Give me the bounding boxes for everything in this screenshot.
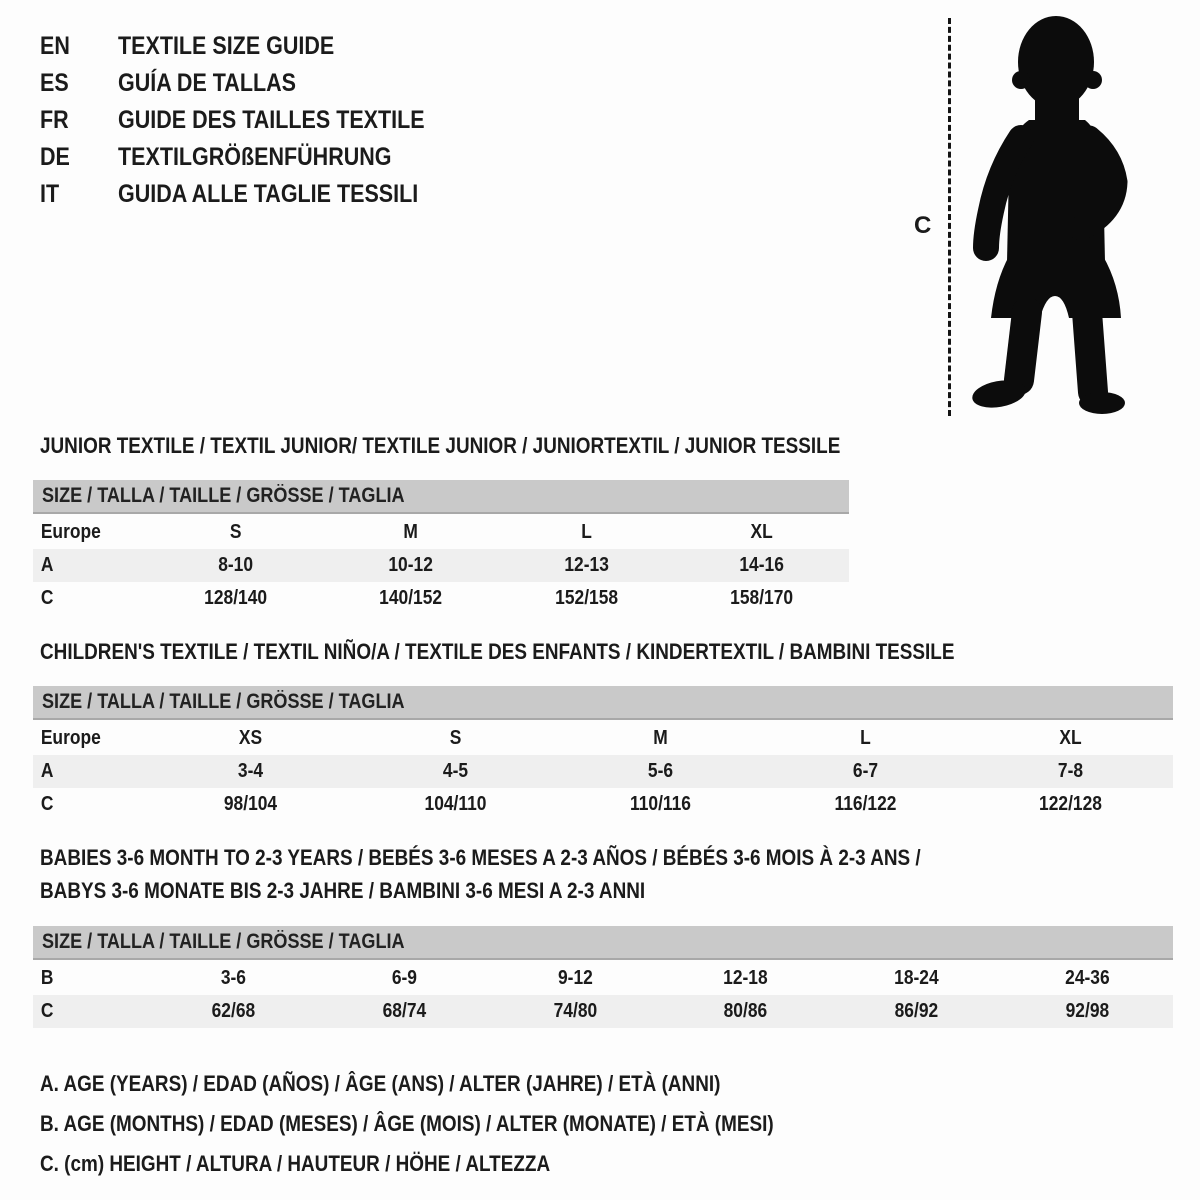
language-code: IT [40, 180, 60, 208]
age-cell: 3-6 [220, 967, 246, 989]
age-cell: 3-4 [237, 760, 264, 782]
language-row-it [40, 176, 475, 213]
size-cell: L [580, 521, 592, 543]
legend-height-cm-text: C. (cm) HEIGHT / ALTURA / HAUTEUR / HÖHE / ALTEZZA [40, 1151, 551, 1176]
age-cell: 6-7 [852, 760, 879, 782]
height-cell: 110/116 [630, 793, 691, 815]
children-section-title-text: CHILDREN'S TEXTILE / TEXTIL NIÑO/A / TEXTILE DES ENFANTS / KINDERTEXTIL / BAMBINI TESSILE [40, 639, 955, 664]
language-row-es [40, 65, 475, 102]
babies-section-title-text2: BABYS 3-6 MONATE BIS 2-3 JAHRE / BAMBINI 3-6 MESI A 2-3 ANNI [40, 878, 646, 903]
height-cell: 104/110 [424, 793, 487, 815]
age-cell: 24-36 [1065, 967, 1110, 989]
table-row-height-cm [33, 788, 1173, 821]
height-cell: 68/74 [382, 1000, 427, 1022]
size-cell: XL [1059, 727, 1082, 749]
height-cell: 140/152 [379, 587, 443, 609]
size-header-label: SIZE / TALLA / TAILLE / GRÖSSE / TAGLIA [42, 930, 405, 953]
row-label: B [40, 967, 54, 989]
babies-section-title-text1: BABIES 3-6 MONTH TO 2-3 YEARS / BEBÉS 3-6 MESES A 2-3 AÑOS / BÉBÉS 3-6 MOIS À 2-3 ANS / [40, 845, 921, 870]
height-measure-dashed-line [948, 18, 951, 416]
language-row-fr [40, 102, 475, 139]
age-cell: 8-10 [218, 554, 254, 576]
legend-age-months-text: B. AGE (MONTHS) / EDAD (MESES) / ÂGE (MOIS) / ALTER (MONATE) / ETÀ (MESI) [40, 1111, 774, 1136]
guide-title-en: TEXTILE SIZE GUIDE [118, 32, 335, 60]
height-cell: 152/158 [554, 587, 618, 609]
table-row-height-cm [33, 995, 1173, 1028]
height-cell: 122/128 [1039, 793, 1102, 815]
age-cell: 6-9 [391, 967, 417, 989]
junior-size-table [33, 480, 849, 615]
age-cell: 18-24 [894, 967, 939, 989]
babies-section-title-line2 [40, 879, 744, 903]
age-cell: 12-13 [563, 554, 609, 576]
size-cell: M [653, 727, 668, 749]
height-cell: 128/140 [204, 587, 268, 609]
language-code: DE [40, 143, 70, 171]
size-cell: M [403, 521, 419, 543]
legend-age-years [40, 1072, 831, 1096]
guide-title-es: GUÍA DE TALLAS [118, 69, 296, 97]
babies-size-table [33, 926, 1173, 1028]
toddler-silhouette-image [968, 16, 1130, 416]
guide-title-fr: GUIDE DES TAILLES TEXTILE [118, 106, 425, 134]
table-header-bar [33, 686, 1173, 720]
height-cell: 158/170 [729, 587, 793, 609]
language-row-en [40, 28, 475, 65]
age-cell: 5-6 [647, 760, 674, 782]
guide-title-de: TEXTILGRÖßENFÜHRUNG [118, 143, 392, 171]
size-cell: S [229, 521, 242, 543]
age-cell: 7-8 [1057, 760, 1084, 782]
age-cell: 9-12 [557, 967, 593, 989]
row-label: Europe [40, 727, 101, 749]
legend-height-cm [40, 1152, 633, 1176]
babies-section-title-line1 [40, 846, 1064, 870]
children-section-title [40, 640, 1103, 664]
language-code: EN [40, 32, 70, 60]
junior-section-title-text: JUNIOR TEXTILE / TEXTIL JUNIOR/ TEXTILE JUNIOR / JUNIORTEXTIL / JUNIOR TESSILE [40, 433, 841, 458]
height-measure-label: C [914, 212, 932, 239]
height-cell: 116/122 [834, 793, 897, 815]
age-cell: 14-16 [739, 554, 784, 576]
row-label: Europe [40, 521, 101, 543]
height-cell: 74/80 [553, 1000, 597, 1022]
age-cell: 12-18 [723, 967, 769, 989]
junior-section-title [40, 434, 971, 458]
guide-title-it: GUIDA ALLE TAGLIE TESSILI [118, 180, 419, 208]
row-label: A [40, 554, 54, 576]
table-row-age-months [33, 962, 1173, 995]
height-cell: 80/86 [724, 1000, 768, 1022]
row-label: A [40, 760, 54, 782]
size-header-label: SIZE / TALLA / TAILLE / GRÖSSE / TAGLIA [42, 690, 405, 713]
size-cell: XS [238, 727, 263, 749]
height-cell: 98/104 [223, 793, 278, 815]
row-label: C [40, 793, 54, 815]
table-row-height-cm [33, 582, 849, 615]
table-row-europe [33, 722, 1173, 755]
age-cell: 10-12 [388, 554, 434, 576]
table-row-age-years [33, 549, 849, 582]
height-cell: 62/68 [211, 1000, 256, 1022]
table-header-bar [33, 480, 849, 514]
table-header-bar [33, 926, 1173, 960]
table-row-europe [33, 516, 849, 549]
table-row-age-years [33, 755, 1173, 788]
children-size-table [33, 686, 1173, 821]
legend-age-months [40, 1112, 893, 1136]
row-label: C [40, 587, 54, 609]
height-cell: 92/98 [1065, 1000, 1110, 1022]
language-code: ES [40, 69, 69, 97]
language-guide-list [40, 28, 475, 213]
height-cell: 86/92 [894, 1000, 939, 1022]
size-cell: S [449, 727, 462, 749]
legend-age-years-text: A. AGE (YEARS) / EDAD (AÑOS) / ÂGE (ANS) / ALTER (JAHRE) / ETÀ (ANNI) [40, 1071, 721, 1096]
size-cell: L [860, 727, 871, 749]
language-row-de [40, 139, 475, 176]
language-code: FR [40, 106, 69, 134]
size-header-label: SIZE / TALLA / TAILLE / GRÖSSE / TAGLIA [42, 484, 405, 507]
age-cell: 4-5 [442, 760, 469, 782]
size-cell: XL [750, 521, 773, 543]
row-label: C [40, 1000, 54, 1022]
